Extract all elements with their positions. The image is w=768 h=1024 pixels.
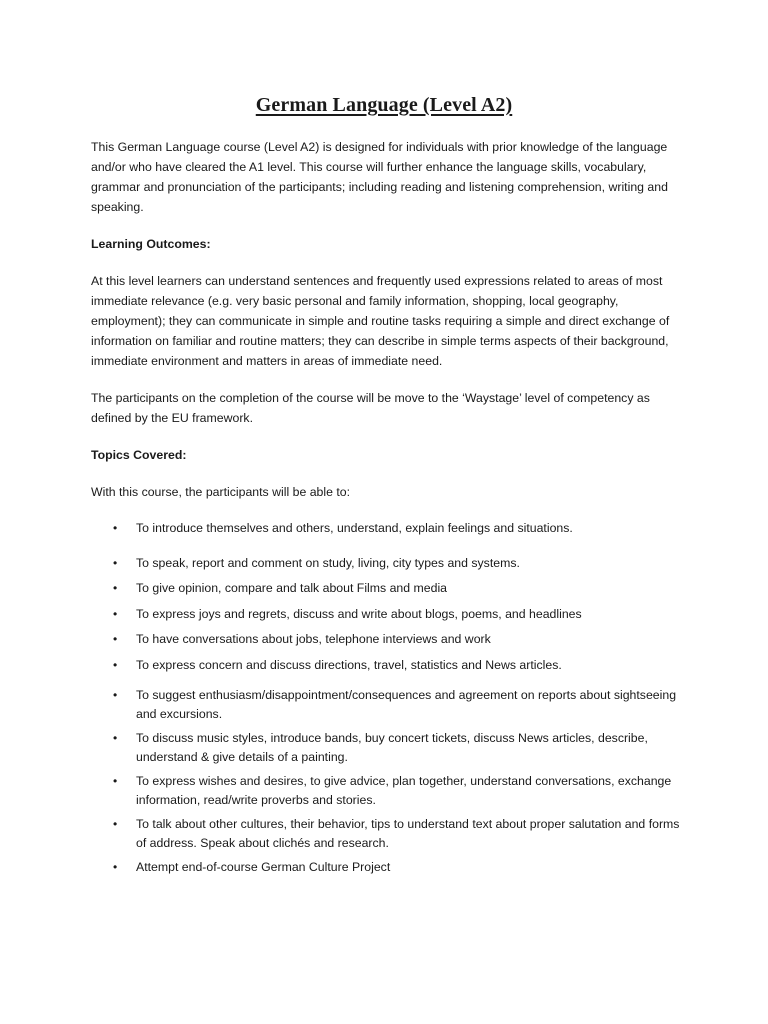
list-item-text: To give opinion, compare and talk about Films and media [136, 581, 448, 595]
learning-outcomes-paragraph: At this level learners can understand sentences and frequently used expressions related to areas of most immediate relevance (e.g. very basic personal and family information, shopping, local geography, employment); they can communicate in simple and routine tasks requiring a simple and direct exchange of information on familiar and routine matters; they can describe in simple terms aspects of their background, immediate environment and matters in areas of immediate need. [91, 274, 670, 368]
list-item [91, 656, 691, 675]
list-item-text: To express joys and regrets, discuss and write about blogs, poems, and headlines [136, 606, 582, 621]
list-item-text: To talk about other cultures, their behavior, tips to understand text about proper salutation and forms of address. Speak about clichés and research. [136, 817, 680, 850]
intro-paragraph: This German Language course (Level A2) is designed for individuals with prior knowledge of the language and/or who have cleared the A1 level. This course will further enhance the language skills, vocabulary, grammar and pronunciation of the participants; including reading and listening comprehension, writing and speaking. [91, 140, 668, 214]
list-item-text: Attempt end-of-course German Culture Project [136, 860, 391, 874]
list-item [91, 858, 691, 877]
list-item [91, 630, 691, 649]
list-item [91, 579, 691, 598]
bullet-icon: • [113, 860, 118, 874]
list-item [91, 729, 691, 766]
list-item-text: To express wishes and desires, to give advice, plan together, understand conversations, exchange information, read/write proverbs and stories. [136, 774, 672, 807]
bullet-icon: • [113, 688, 118, 702]
topics-intro-paragraph: With this course, the participants will be able to: [91, 485, 351, 499]
list-item [91, 605, 691, 624]
list-item-text: To suggest enthusiasm/disappointment/consequences and agreement on reports about sightseeing and excursions. [136, 688, 677, 721]
topics-covered-heading: Topics Covered: [91, 448, 187, 462]
list-item-text: To introduce themselves and others, understand, explain feelings and situations. [136, 521, 573, 535]
learning-outcomes-heading: Learning Outcomes: [91, 237, 211, 251]
bullet-icon: • [113, 521, 118, 535]
bullet-icon: • [113, 632, 118, 646]
list-item [91, 519, 691, 538]
list-item [91, 686, 691, 723]
competency-paragraph: The participants on the completion of the course will be move to the ‘Waystage’ level of competency as defined by the EU framework. [91, 391, 650, 425]
list-item-text: To have conversations about jobs, telephone interviews and work [136, 632, 491, 646]
page-title: German Language (Level A2) [255, 94, 513, 116]
list-item-text: To speak, report and comment on study, living, city types and systems. [136, 555, 520, 570]
list-item-text: To discuss music styles, introduce bands, buy concert tickets, discuss News articles, describe, understand & give details of a painting. [136, 731, 648, 764]
bullet-icon: • [113, 774, 118, 788]
bullet-icon: • [113, 606, 118, 621]
bullet-icon: • [113, 817, 118, 831]
list-item-text: To express concern and discuss directions, travel, statistics and News articles. [136, 657, 562, 672]
bullet-icon: • [113, 555, 118, 570]
list-item [91, 554, 691, 573]
list-item [91, 772, 691, 809]
document-body [91, 137, 691, 877]
topics-list [91, 519, 691, 877]
bullet-icon: • [113, 581, 118, 595]
bullet-icon: • [113, 657, 118, 672]
bullet-icon: • [113, 731, 118, 745]
list-item [91, 815, 691, 852]
